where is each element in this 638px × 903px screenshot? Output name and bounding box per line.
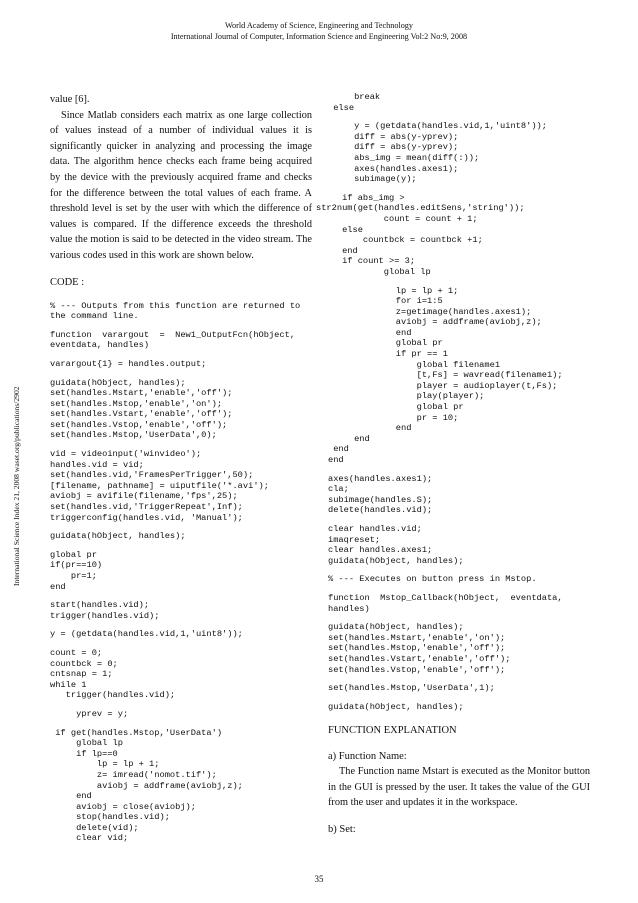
code-block: axes(handles.axes1); cla; subimage(handles.S); delete(handles.vid); [328,473,433,516]
code-comment: % --- Executes on button press in Mstop. [328,574,537,585]
code-function-signature: function Mstop_Callback(hObject, eventdata, handles) [328,592,568,614]
subsection-heading: a) Function Name: [328,751,407,763]
code-block: clear handles.vid; imaqreset; clear handles.axes1; guidata(hObject, handles); [328,523,464,566]
code-block: y = (getdata(handles.vid,1,'uint8')); diff = abs(y-yprev); diff = abs(y-yprev); abs_img = mean(diff(:)); axes(handles.axes1); subimage(y); [354,121,547,185]
code-block: if get(handles.Mstop,'UserData') global lp if lp==0 lp = lp + 1; z= imread('nomot.tif'); aviobj = addframe(aviobj,z); end aviobj = close(aviobj); stop(handles.vid); delete(vid); clear vid; [55,727,243,844]
paragraph-algorithm: Since Matlab considers each matrix as one large collection of values instead of a number of individual values it is significantly quicker in analyzing and processing the image data. The algorithm hence checks each frame being acquired by the device with the previously acquired frame and checks for the difference between the total values of each frame. A threshold level is set by the user with which the difference of values is compared. If the difference exceeds the threshold value the motion is said to be detected in the video stream. The various codes used in this work are shown below. [50,109,312,261]
subsection-heading: b) Set: [328,824,356,836]
code-block: set(handles.Mstop,'UserData',1); [328,683,495,694]
paragraph-continuation: value [6]. [50,94,90,105]
code-block: guidata(hObject, handles); set(handles.Mstart,'enable','off'); set(handles.Mstop,'enable','on'); set(handles.Vstart,'enable','off'); set(handles.Vstop,'enable','off'); set(handles.Mstop,'UserData',0); [50,377,233,441]
code-block: count = 0; countbck = 0; cntsnap = 1; while 1 trigger(handles.vid); [50,647,176,701]
journal-header [0,20,638,42]
code-block: lp = lp + 1; for i=1:5 z=getimage(handles.axes1); aviobj = addframe(aviobj,z); end global pr if pr == 1 global filename1 [t,Fs] = wavread(filename1); player = audioplayer(t,Fs); play(player); global pr pr = 10; end end end end [328,285,563,465]
code-block: guidata(hObject, handles); set(handles.Mstart,'enable','on'); set(handles.Mstop,'enable','off'); set(handles.Vstart,'enable','off'); set(handles.Vstop,'enable','off'); [328,622,511,675]
code-comment: % --- Outputs from this function are returned to the command line. [50,300,306,322]
code-block: guidata(hObject, handles); [328,701,464,712]
code-function-signature: function varargout = New1_OutputFcn(hObject, eventdata, handles) [50,329,301,351]
header-line-1: World Academy of Science, Engineering and Technology [224,21,413,30]
code-block: y = (getdata(handles.vid,1,'uint8')); [50,629,243,640]
paragraph-function-name: The Function name Mstart is executed as the Monitor button in the GUI is pressed by the user. It takes the value of the GUI from the user and updates it in the workspace. [328,766,590,809]
code-block: vid = videoinput('winvideo'); handles.vid = vid; set(handles.vid,'FramesPerTrigger',50); [filename, pathname] = uiputfile('*.avi'); aviobj = avifile(filename,'fps',25); set(handles.vid,'TriggerRepeat',Inf); triggerconfig(handles.vid, 'Manual'); [50,449,269,523]
code-block: varargout{1} = handles.output; [50,358,207,369]
header-line-2: International Journal of Computer, Information Science and Engineering Vol:2 No:9, 2008 [170,32,468,41]
side-watermark: International Science Index 21, 2008 waset.org/publications/2902 [12,386,21,586]
code-block: start(handles.vid); trigger(handles.vid); [50,600,160,621]
section-heading: FUNCTION EXPLANATION [328,725,457,737]
right-column [316,92,590,837]
left-column [50,92,312,844]
code-block: global pr if(pr==10) pr=1; end [50,549,103,592]
code-block: yprev = y; [50,708,129,719]
code-heading: CODE : [50,276,85,288]
page-number: 35 [314,874,324,884]
code-block: if abs_img > str2num(get(handles.editSens,'string')); count = count + 1; else countbck = countbck +1; end if count >= 3; global lp [316,192,525,277]
code-block: guidata(hObject, handles); [50,531,186,542]
code-block: break else [333,92,381,113]
